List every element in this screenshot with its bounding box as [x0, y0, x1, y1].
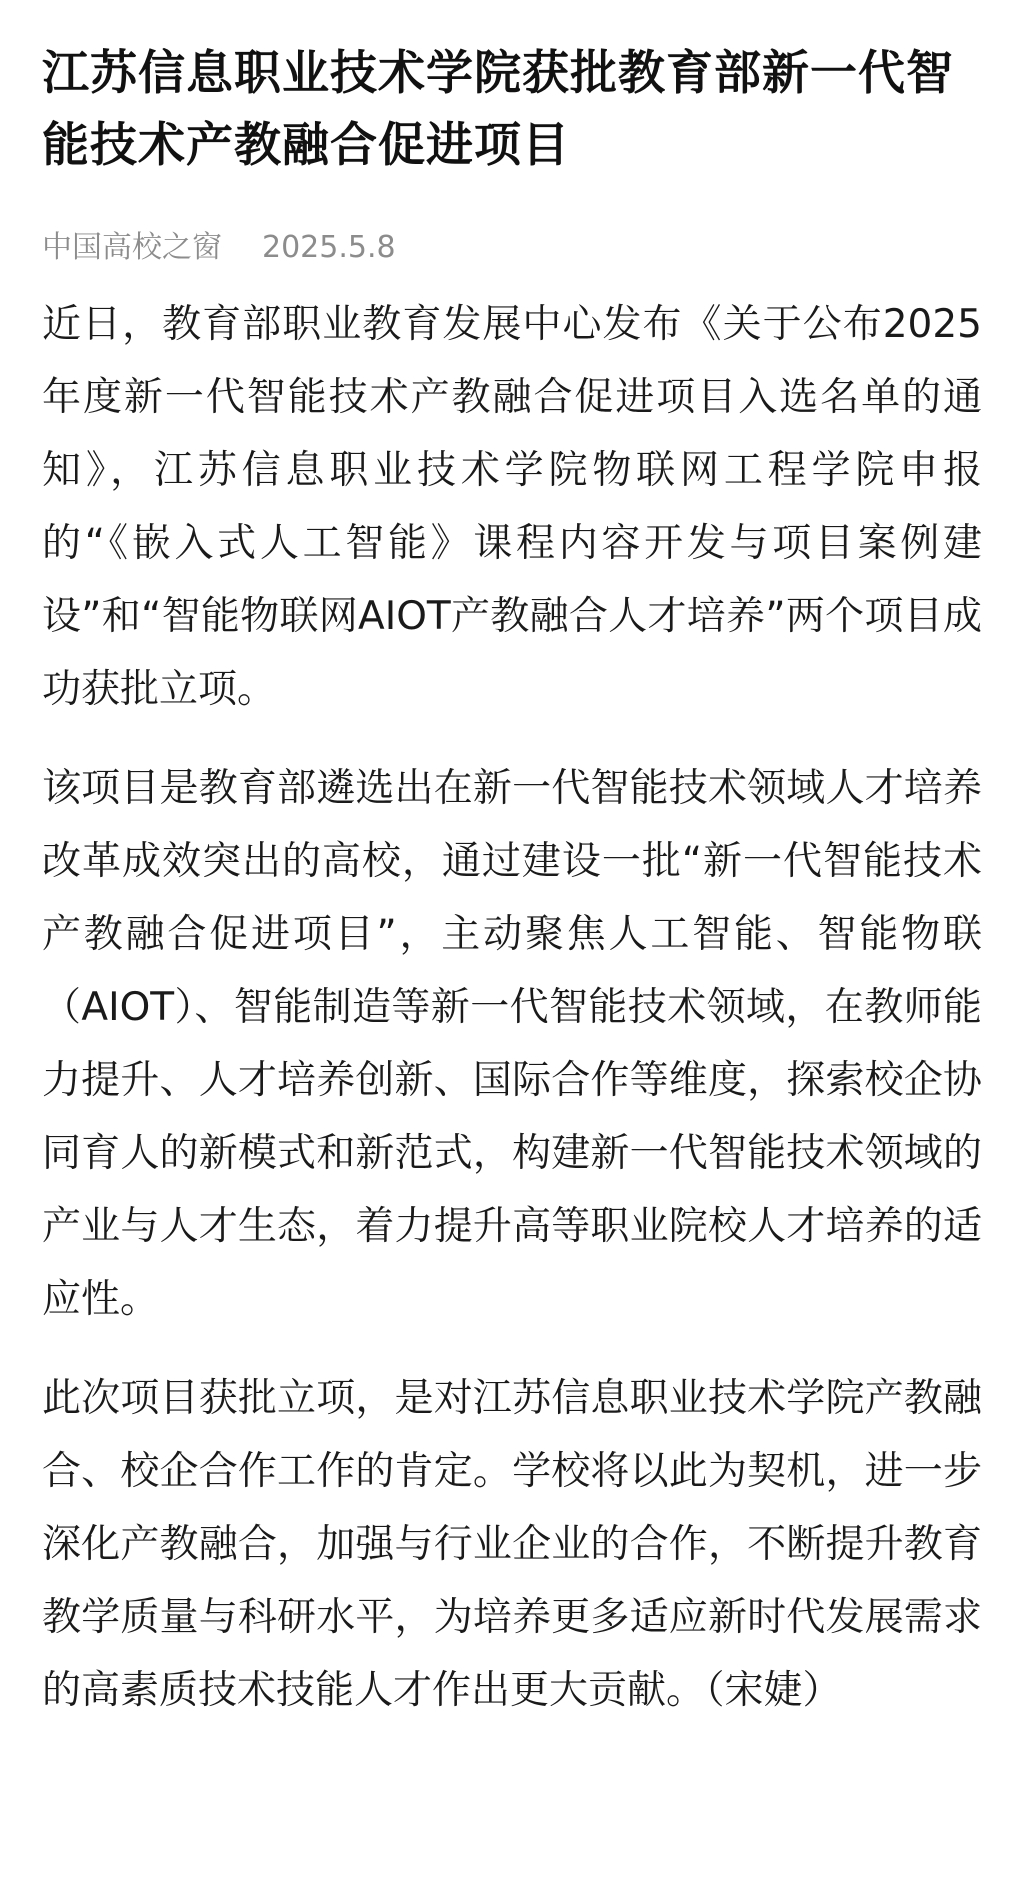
- body-paragraph: 近日，教育部职业教育发展中心发布《关于公布2025年度新一代智能技术产教融合促进项目入选名单的通知》，江苏信息职业技术学院物联网工程学院申报的“《嵌入式人工智能》课程内容开发与项目案例建设”和“智能物联网AIOT产教融合人才培养”两个项目成功获批立项。: [42, 302, 982, 712]
- article-meta: [42, 226, 982, 270]
- publish-date: 2025.5.8: [262, 230, 396, 265]
- body-paragraph: 该项目是教育部遴选出在新一代智能技术领域人才培养改革成效突出的高校，通过建设一批“新一代智能技术产教融合促进项目”，主动聚焦人工智能、智能物联（AIOT）、智能制造等新一代智能技术领域，在教师能力提升、人才培养创新、国际合作等维度，探索校企协同育人的新模式和新范式，构建新一代智能技术领域的产业与人才生态，着力提升高等职业院校人才培养的适应性。: [42, 766, 982, 1322]
- article-title: 江苏信息职业技术学院获批教育部新一代智能技术产教融合促进项目: [42, 46, 954, 173]
- body-paragraph: 此次项目获批立项，是对江苏信息职业技术学院产教融合、校企合作工作的肯定。学校将以此为契机，进一步深化产教融合，加强与行业企业的合作，不断提升教育教学质量与科研水平，为培养更多适应新时代发展需求的高素质技术技能人才作出更大贡献。（宋婕）: [42, 1376, 982, 1713]
- article: [42, 38, 982, 1727]
- source-label[interactable]: 中国高校之窗: [42, 230, 222, 265]
